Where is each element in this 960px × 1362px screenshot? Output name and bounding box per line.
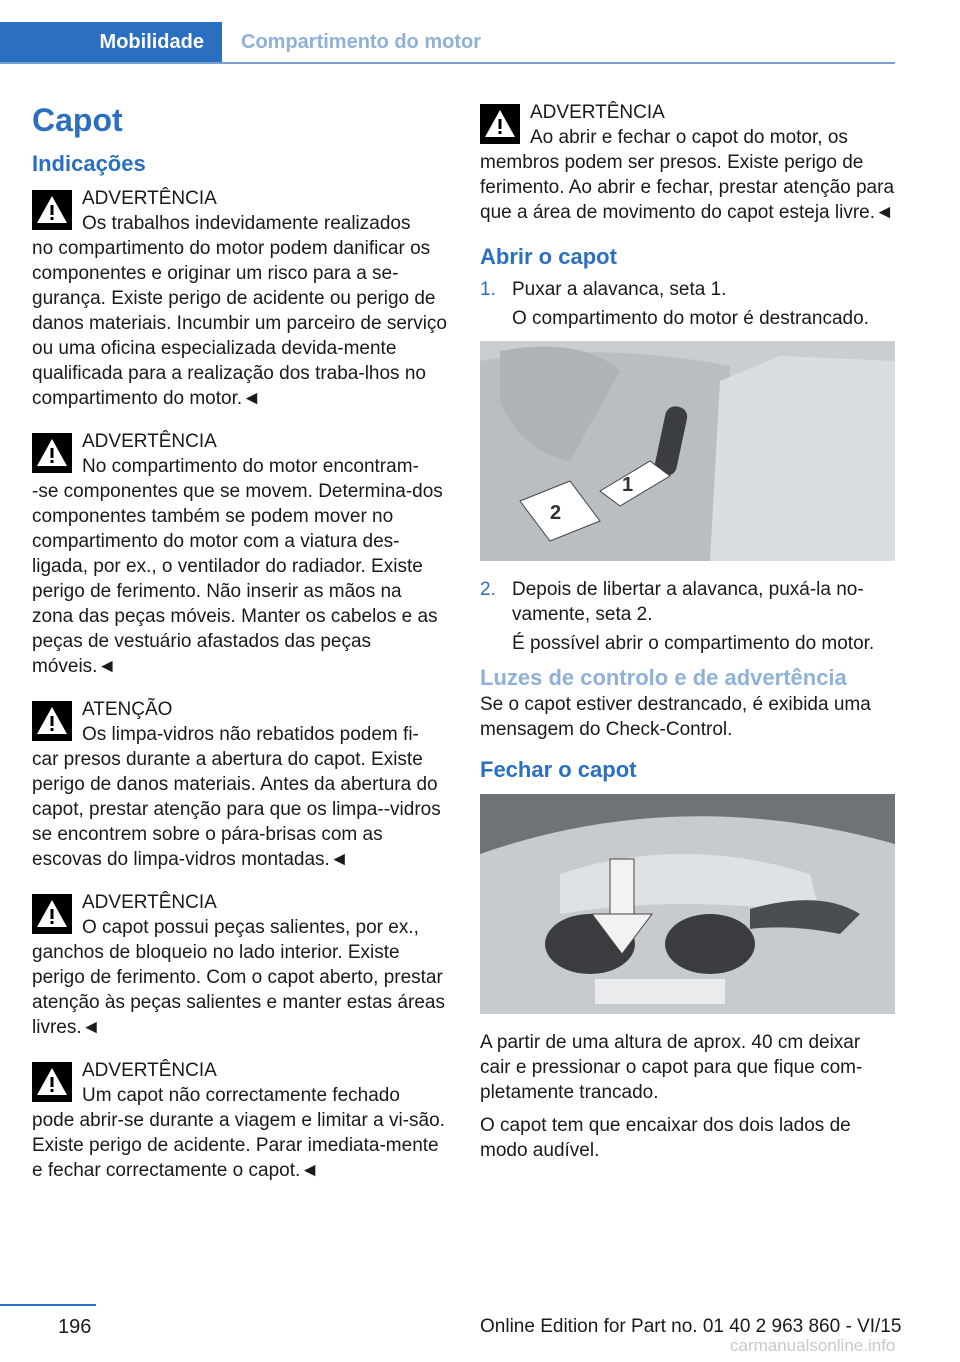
hood-lever-illustration xyxy=(480,341,895,561)
warning-triangle-icon xyxy=(32,1062,72,1102)
header-bar xyxy=(0,22,895,64)
left-column xyxy=(32,100,448,1201)
warning-first-line: Os trabalhos indevidamente realizados xyxy=(82,213,411,234)
warning-text: pode abrir-se durante a viagem e limitar a vi-são. Existe perigo de acidente. Parar imediata-mente e fechar correctamente o capot.◄ xyxy=(32,1110,445,1181)
warning-block xyxy=(480,100,896,225)
warning-text: car presos durante a abertura do capot. Existe perigo de danos materiais. Antes da abertura do capot, prestar atenção para que os limpa--vidros se encontrem sobre o pára-brisas com as escovas do limpa-vidros montadas.◄ xyxy=(32,749,441,870)
step-number: 1. xyxy=(480,279,496,300)
warning-first-line: Os limpa-vidros não rebatidos podem fi- xyxy=(82,724,419,745)
warning-first-line: No compartimento do motor encontram- xyxy=(82,456,419,477)
tab-mobilidade[interactable] xyxy=(0,22,222,62)
warning-text: -se componentes que se movem. Determina-dos componentes também se podem mover no compartimento do motor com a viatura des-ligada, por ex., o ventilador do radiador. Existe perigo de ferimento. Não inserir as mãos na zona das peças móveis. Manter os cabelos e as peças de vestuário afastados das peças móveis.◄ xyxy=(32,481,443,677)
warning-label: ATENÇÃO xyxy=(82,699,173,720)
subsection-label: Compartimento do motor xyxy=(241,31,481,53)
figure-hood-close xyxy=(480,794,895,1014)
step-result: O compartimento do motor é destrancado. xyxy=(512,308,869,329)
step-item xyxy=(480,577,896,627)
figure-hood-lever xyxy=(480,341,895,561)
section-title-fechar: Fechar o capot xyxy=(480,757,637,782)
section-title-luzes: Luzes de controlo e de advertência xyxy=(480,665,847,690)
step-item xyxy=(480,277,896,302)
edition-text: Online Edition for Part no. 01 40 2 963 860 - VI/15 xyxy=(480,1316,902,1337)
step-text: Depois de libertar a alavanca, puxá-la no-vamente, seta 2. xyxy=(512,579,864,625)
section-title-indicacoes: Indicações xyxy=(32,151,146,176)
close-text-1: A partir de uma altura de aprox. 40 cm deixar cair e pressionar o capot para que fique com-pletamente trancado. xyxy=(480,1032,863,1103)
section-title-abrir: Abrir o capot xyxy=(480,244,617,269)
warning-triangle-icon xyxy=(32,433,72,473)
close-text-2: O capot tem que encaixar dos dois lados de modo audível. xyxy=(480,1115,851,1161)
warning-label: ADVERTÊNCIA xyxy=(82,431,217,452)
warning-triangle-icon xyxy=(480,104,520,144)
page-title: Capot xyxy=(32,102,123,138)
section-label: Mobilidade xyxy=(99,30,204,53)
footer-line xyxy=(0,1304,96,1306)
warning-block xyxy=(32,186,448,411)
warning-text: membros podem ser presos. Existe perigo de ferimento. Ao abrir e fechar, prestar atenção para que a área de movimento do capot esteja livre.◄ xyxy=(480,152,895,223)
warning-block xyxy=(32,890,448,1040)
arrow-label-2: 2 xyxy=(550,502,562,524)
warning-label: ADVERTÊNCIA xyxy=(82,892,217,913)
step-text: Puxar a alavanca, seta 1. xyxy=(512,279,727,300)
step-result: É possível abrir o compartimento do motor. xyxy=(512,633,875,654)
warning-block xyxy=(32,429,448,679)
warning-label: ADVERTÊNCIA xyxy=(530,102,665,123)
arrow-label-1: 1 xyxy=(622,474,634,496)
warning-label: ADVERTÊNCIA xyxy=(82,188,217,209)
warning-first-line: O capot possui peças salientes, por ex., xyxy=(82,917,419,938)
page-number: 196 xyxy=(58,1316,92,1338)
warning-text: ganchos de bloqueio no lado interior. Existe perigo de ferimento. Com o capot aberto, prestar atenção às peças salientes e manter estas áreas livres.◄ xyxy=(32,942,445,1038)
warning-first-line: Ao abrir e fechar o capot do motor, os xyxy=(530,127,848,148)
warning-label: ADVERTÊNCIA xyxy=(82,1060,217,1081)
warning-block xyxy=(32,697,448,872)
watermark: carmanualsonline.info xyxy=(730,1336,896,1355)
car-front-illustration xyxy=(480,794,895,1014)
lights-text: Se o capot estiver destrancado, é exibida uma mensagem do Check-Control. xyxy=(480,694,871,740)
warning-triangle-icon xyxy=(32,190,72,230)
tab-compartimento[interactable] xyxy=(241,22,481,62)
warning-first-line: Um capot não correctamente fechado xyxy=(82,1085,400,1106)
right-column xyxy=(480,100,896,1171)
warning-text: no compartimento do motor podem danificar os componentes e originar um risco para a se-gurança. Existe perigo de acidente ou perigo de danos materiais. Incumbir um parceiro de serviço ou uma oficina especializada devida-mente qualificada para a realização dos traba-lhos no compartimento do motor.◄ xyxy=(32,238,448,409)
warning-triangle-icon xyxy=(32,894,72,934)
warning-triangle-icon xyxy=(32,701,72,741)
warning-block xyxy=(32,1058,448,1183)
step-number: 2. xyxy=(480,579,496,600)
